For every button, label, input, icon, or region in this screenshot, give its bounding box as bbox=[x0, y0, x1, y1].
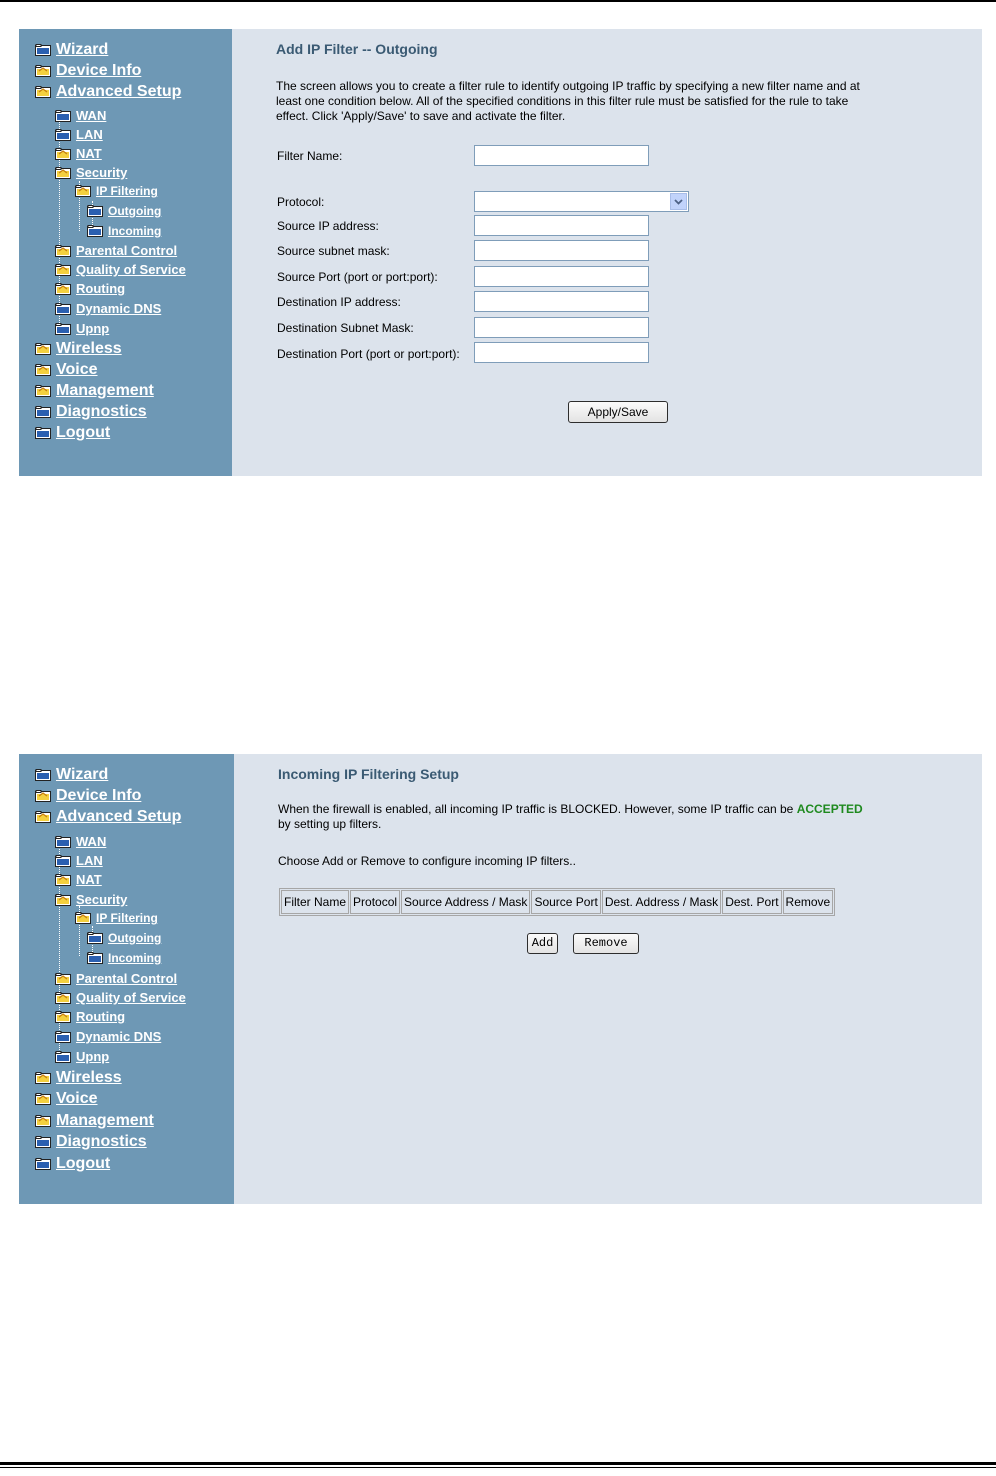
sidebar-item-dynamic-dns[interactable] bbox=[55, 301, 161, 316]
remove-button[interactable]: Remove bbox=[573, 933, 639, 954]
sidebar-item-label[interactable]: Parental Control bbox=[76, 971, 178, 986]
folder-closed-icon bbox=[55, 855, 71, 867]
column-header: Filter Name bbox=[281, 890, 349, 914]
sidebar-item-label[interactable]: Routing bbox=[76, 281, 126, 296]
sidebar-item-label[interactable]: Wireless bbox=[56, 340, 122, 357]
sidebar-item-upnp[interactable] bbox=[55, 321, 109, 336]
sidebar-item-diagnostics[interactable] bbox=[35, 1133, 147, 1151]
sidebar-item-incoming[interactable] bbox=[87, 224, 161, 238]
destination-ip-label: Destination IP address: bbox=[277, 295, 401, 309]
folder-closed-icon bbox=[55, 303, 71, 315]
destination-ip-input[interactable] bbox=[474, 291, 649, 312]
outgoing-filter-screenshot bbox=[19, 29, 982, 476]
folder-open-icon bbox=[35, 343, 51, 355]
source-ip-label: Source IP address: bbox=[277, 219, 379, 233]
sidebar-item-wireless[interactable] bbox=[35, 340, 122, 358]
sidebar-item-logout[interactable] bbox=[35, 424, 110, 442]
sidebar-item-upnp[interactable] bbox=[55, 1049, 109, 1064]
sidebar-item-wizard[interactable] bbox=[35, 766, 108, 784]
sidebar-item-label[interactable]: Voice bbox=[56, 1090, 98, 1107]
sidebar-item-label[interactable]: Parental Control bbox=[76, 243, 178, 258]
sidebar-item-label[interactable]: Logout bbox=[56, 424, 111, 441]
description-line: The screen allows you to create a filter rule to identify outgoing IP traffic by specifying a new filter name and at bbox=[276, 79, 860, 93]
sidebar-item-incoming[interactable] bbox=[87, 951, 161, 965]
sidebar-item-label[interactable]: Quality of Service bbox=[76, 990, 186, 1005]
sidebar-item-quality-of-service[interactable] bbox=[55, 990, 186, 1005]
source-port-input[interactable] bbox=[474, 266, 649, 287]
folder-closed-icon bbox=[35, 1136, 51, 1148]
sidebar-item-routing[interactable] bbox=[55, 281, 125, 296]
sidebar-item-label[interactable]: Dynamic DNS bbox=[76, 301, 162, 316]
sidebar-item-label[interactable]: NAT bbox=[76, 872, 102, 887]
page-title: Add IP Filter -- Outgoing bbox=[276, 41, 438, 57]
incoming-filter-screenshot bbox=[19, 754, 982, 1204]
incoming-filters-table bbox=[279, 888, 835, 916]
sidebar-item-security[interactable] bbox=[55, 892, 127, 907]
sidebar-item-label[interactable]: Diagnostics bbox=[56, 1133, 147, 1150]
source-subnet-mask-input[interactable] bbox=[474, 240, 649, 261]
page-bottom-rule bbox=[0, 1467, 996, 1468]
folder-open-icon bbox=[55, 283, 71, 295]
sidebar-item-ip-filtering[interactable] bbox=[75, 184, 158, 198]
page-bottom-rule bbox=[0, 1462, 996, 1465]
folder-closed-icon bbox=[35, 406, 51, 418]
page-title: Incoming IP Filtering Setup bbox=[278, 766, 459, 782]
folder-open-icon bbox=[35, 1093, 51, 1105]
sidebar-item-label[interactable]: Wizard bbox=[56, 766, 109, 783]
sidebar-item-advanced-setup[interactable] bbox=[35, 808, 181, 826]
sidebar-item-label[interactable]: Incoming bbox=[108, 224, 162, 238]
destination-subnet-mask-label: Destination Subnet Mask: bbox=[277, 321, 414, 335]
folder-open-icon bbox=[35, 385, 51, 397]
sidebar-item-label[interactable]: Diagnostics bbox=[56, 403, 147, 420]
folder-closed-icon bbox=[55, 1051, 71, 1063]
instruction-text: Choose Add or Remove to configure incoming IP filters.. bbox=[278, 854, 576, 868]
apply-save-button[interactable]: Apply/Save bbox=[568, 401, 668, 423]
folder-closed-icon bbox=[55, 836, 71, 848]
sidebar-item-outgoing[interactable] bbox=[87, 931, 161, 945]
folder-closed-icon bbox=[87, 205, 103, 217]
sidebar-item-wan[interactable] bbox=[55, 108, 106, 123]
sidebar-item-label[interactable]: Wireless bbox=[56, 1069, 122, 1086]
column-header: Protocol bbox=[350, 890, 400, 914]
main-content bbox=[276, 29, 982, 476]
sidebar-item-label[interactable]: Outgoing bbox=[108, 204, 162, 218]
chevron-down-icon[interactable] bbox=[670, 193, 687, 210]
description-line: least one condition below. All of the specified conditions in this filter rule must be satisfied for the rule to take bbox=[276, 94, 849, 108]
sidebar-item-advanced-setup[interactable] bbox=[35, 83, 181, 101]
sidebar-item-label[interactable]: Security bbox=[76, 165, 128, 180]
page-description bbox=[278, 802, 978, 832]
sidebar-item-wizard[interactable] bbox=[35, 41, 108, 59]
column-header: Dest. Port bbox=[722, 890, 781, 914]
folder-open-icon bbox=[55, 167, 71, 179]
sidebar-item-label[interactable]: Routing bbox=[76, 1009, 126, 1024]
sidebar-item-label[interactable]: LAN bbox=[76, 127, 103, 142]
column-header: Source Port bbox=[531, 890, 600, 914]
folder-open-icon bbox=[75, 912, 91, 924]
sidebar-item-logout[interactable] bbox=[35, 1155, 110, 1173]
sidebar-item-routing[interactable] bbox=[55, 1009, 125, 1024]
sidebar-item-label[interactable]: Management bbox=[56, 382, 154, 399]
source-port-label: Source Port (port or port:port): bbox=[277, 270, 438, 284]
folder-closed-icon bbox=[55, 129, 71, 141]
sidebar-item-label[interactable]: Upnp bbox=[76, 1049, 110, 1064]
folder-open-icon bbox=[55, 148, 71, 160]
sidebar-item-security[interactable] bbox=[55, 165, 127, 180]
sidebar-item-nat[interactable] bbox=[55, 146, 102, 161]
column-header: Source Address / Mask bbox=[401, 890, 530, 914]
sidebar-item-dynamic-dns[interactable] bbox=[55, 1029, 161, 1044]
sidebar-item-wireless[interactable] bbox=[35, 1069, 122, 1087]
sidebar-item-outgoing[interactable] bbox=[87, 204, 161, 218]
folder-closed-icon bbox=[35, 1158, 51, 1170]
folder-open-icon bbox=[55, 992, 71, 1004]
sidebar-item-label[interactable]: Device Info bbox=[56, 787, 142, 804]
folder-closed-icon bbox=[35, 427, 51, 439]
folder-open-icon bbox=[35, 1072, 51, 1084]
accepted-highlight: ACCEPTED bbox=[796, 802, 863, 816]
folder-open-icon bbox=[35, 65, 51, 77]
column-header: Dest. Address / Mask bbox=[602, 890, 721, 914]
folder-open-icon bbox=[55, 264, 71, 276]
sidebar-item-diagnostics[interactable] bbox=[35, 403, 147, 421]
description-line: effect. Click 'Apply/Save' to save and activate the filter. bbox=[276, 109, 566, 123]
sidebar-item-lan[interactable] bbox=[55, 853, 103, 868]
sidebar-item-device-info[interactable] bbox=[35, 62, 141, 80]
sidebar-item-quality-of-service[interactable] bbox=[55, 262, 186, 277]
page-description bbox=[276, 79, 860, 124]
sidebar-item-label[interactable]: Outgoing bbox=[108, 931, 162, 945]
sidebar-item-label[interactable]: Dynamic DNS bbox=[76, 1029, 162, 1044]
folder-open-icon bbox=[55, 894, 71, 906]
page-top-rule bbox=[0, 0, 996, 2]
column-header: Remove bbox=[783, 890, 834, 914]
sidebar-item-management[interactable] bbox=[35, 1112, 154, 1130]
main-content bbox=[278, 754, 982, 1204]
source-ip-input[interactable] bbox=[474, 215, 649, 236]
sidebar-item-management[interactable] bbox=[35, 382, 154, 400]
folder-open-icon bbox=[35, 790, 51, 802]
sidebar-item-lan[interactable] bbox=[55, 127, 103, 142]
sidebar-item-wan[interactable] bbox=[55, 834, 106, 849]
destination-subnet-mask-input[interactable] bbox=[474, 317, 649, 338]
filter-name-label: Filter Name: bbox=[277, 149, 343, 163]
folder-closed-icon bbox=[55, 110, 71, 122]
folder-open-icon bbox=[55, 245, 71, 257]
folder-closed-icon bbox=[87, 932, 103, 944]
sidebar-item-label[interactable]: Incoming bbox=[108, 951, 162, 965]
sidebar-nav bbox=[19, 29, 232, 476]
folder-open-icon bbox=[35, 364, 51, 376]
sidebar-item-label[interactable]: Wizard bbox=[56, 41, 109, 58]
sidebar-item-label[interactable]: Advanced Setup bbox=[56, 83, 182, 100]
sidebar-item-label[interactable]: Advanced Setup bbox=[56, 808, 182, 825]
sidebar-item-label[interactable]: Voice bbox=[56, 361, 98, 378]
folder-open-icon bbox=[75, 185, 91, 197]
sidebar-item-label[interactable]: IP Filtering bbox=[96, 184, 158, 198]
sidebar-item-label[interactable]: Management bbox=[56, 1112, 154, 1129]
sidebar-item-label[interactable]: Security bbox=[76, 892, 128, 907]
sidebar-item-voice[interactable] bbox=[35, 1090, 98, 1108]
protocol-select[interactable] bbox=[474, 191, 689, 212]
protocol-label: Protocol: bbox=[277, 195, 325, 209]
folder-closed-icon bbox=[55, 1031, 71, 1043]
sidebar-item-voice[interactable] bbox=[35, 361, 98, 379]
sidebar-item-ip-filtering[interactable] bbox=[75, 911, 158, 925]
folder-open-icon bbox=[35, 1115, 51, 1127]
sidebar-item-label[interactable]: LAN bbox=[76, 853, 103, 868]
filter-name-input[interactable] bbox=[474, 145, 649, 166]
description-text: by setting up filters. bbox=[278, 817, 382, 831]
folder-closed-icon bbox=[87, 225, 103, 237]
folder-closed-icon bbox=[35, 44, 51, 56]
folder-open-icon bbox=[35, 86, 51, 98]
sidebar-nav bbox=[19, 754, 234, 1204]
folder-closed-icon bbox=[87, 952, 103, 964]
sidebar-item-label[interactable]: Quality of Service bbox=[76, 262, 186, 277]
sidebar-item-parental-control[interactable] bbox=[55, 243, 177, 258]
folder-open-icon bbox=[55, 1011, 71, 1023]
sidebar-item-label[interactable]: WAN bbox=[76, 834, 107, 849]
sidebar-item-label[interactable]: WAN bbox=[76, 108, 107, 123]
sidebar-item-label[interactable]: Device Info bbox=[56, 62, 142, 79]
sidebar-item-label[interactable]: Logout bbox=[56, 1155, 111, 1172]
destination-port-input[interactable] bbox=[474, 342, 649, 363]
sidebar-item-label[interactable]: IP Filtering bbox=[96, 911, 158, 925]
folder-closed-icon bbox=[35, 769, 51, 781]
source-subnet-mask-label: Source subnet mask: bbox=[277, 244, 390, 258]
sidebar-item-nat[interactable] bbox=[55, 872, 102, 887]
folder-closed-icon bbox=[55, 323, 71, 335]
folder-open-icon bbox=[55, 973, 71, 985]
sidebar-item-label[interactable]: NAT bbox=[76, 146, 102, 161]
sidebar-item-label[interactable]: Upnp bbox=[76, 321, 110, 336]
table-header-row bbox=[281, 890, 833, 914]
sidebar-item-parental-control[interactable] bbox=[55, 971, 177, 986]
folder-open-icon bbox=[35, 811, 51, 823]
description-text: When the firewall is enabled, all incoming IP traffic is BLOCKED. However, some IP traffic can be bbox=[278, 802, 797, 816]
sidebar-item-device-info[interactable] bbox=[35, 787, 141, 805]
add-button[interactable]: Add bbox=[527, 933, 558, 954]
folder-open-icon bbox=[55, 874, 71, 886]
destination-port-label: Destination Port (port or port:port): bbox=[277, 347, 460, 361]
